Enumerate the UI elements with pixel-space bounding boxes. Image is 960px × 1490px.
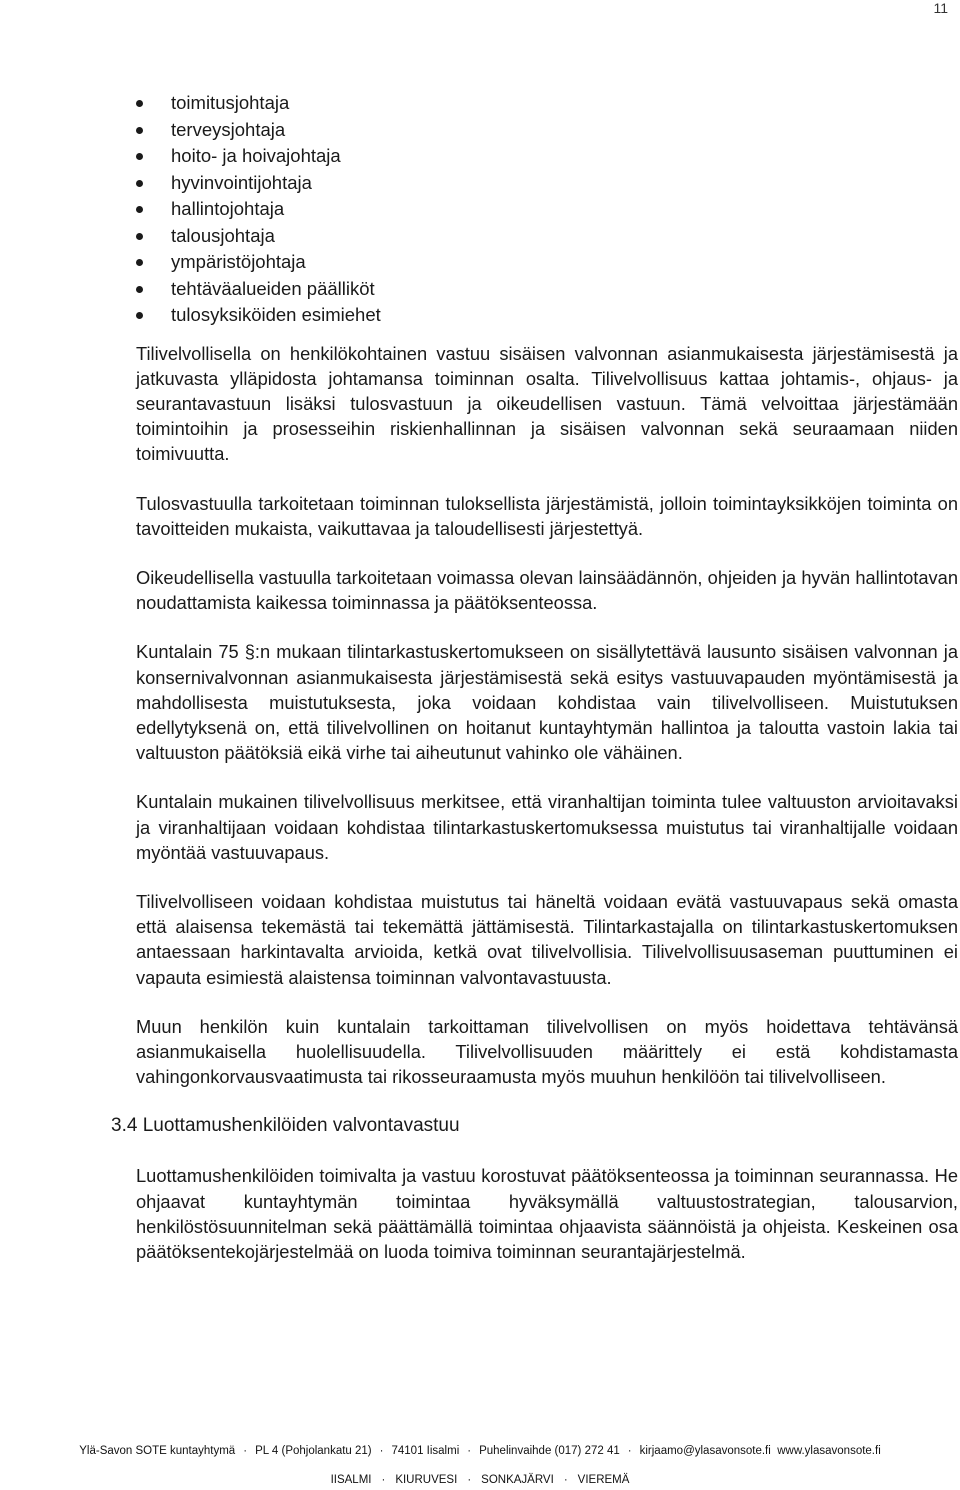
list-item: talousjohtaja (136, 223, 958, 250)
list-item: terveysjohtaja (136, 117, 958, 144)
list-item: hoito- ja hoivajohtaja (136, 143, 958, 170)
paragraph-municipal-act-75: Kuntalain 75 §:n mukaan tilintarkastuskertomukseen on sisällytettävä lausunto sisäisen valvonnan ja konsernivalvonnan asianmukaisesta järjestämisestä sekä esitys vastuuvapauden myöntämisestä ja mahdollisesta muistutuksesta, joka voidaan kohdistaa vain tilivelvolliseen. Muistutuksen edellytyksenä on, että tilivelvollinen on hoitanut kuntayhtymän hallintoa ja taloutta vastoin lakia tai valtuuston päätöksiä eikä virhe tai aiheutunut vahinko ole vähäinen. (136, 641, 958, 764)
footer-town: SONKAJÄRVI (481, 1474, 554, 1486)
footer-web[interactable]: www.ylasavonsote.fi (777, 1445, 881, 1457)
document-body (111, 90, 958, 1264)
footer-town: VIEREMÄ (577, 1474, 630, 1486)
paragraph-trustees: Luottamushenkilöiden toimivalta ja vastuu korostuvat päätöksenteossa ja toiminnan seurannassa. He ohjaavat kuntayhtymän toimintaa hyväksymällä valtuustostrategian, talousarvion, henkilöstösuunnitelman sekä päättämällä toimintaa ohjaavista säännöistä ja ohjeista. Keskeinen osa päätöksentekojärjestelmää on luoda toimiva toiminnan seurantajärjestelmä. (136, 1165, 958, 1262)
list-item: tulosyksiköiden esimiehet (136, 302, 958, 329)
paragraph-other-persons: Muun henkilön kuin kuntalain tarkoittaman tilivelvollisen on myös hoidettava tehtävänsä asianmukaisella huolellisuudella. Tilivelvollisuuden määrittely ei estä kohdistamasta vahingonkorvausvaatimusta tai rikosseuraamusta myös muuhun henkilöön tai tilivelvolliseen. (136, 1015, 958, 1088)
footer-town: IISALMI (330, 1474, 372, 1486)
paragraph-reprimand: Tilivelvolliseen voidaan kohdistaa muistutus tai häneltä voidaan evätä vastuuvapaus sekä omasta että alaisensa tekemästä tai tekemättä jättämisestä. Tilintarkastajalla on tilintarkastuskertomuksen antaessaan harkintavalta arvioida, ketkä ovat tilivelvollisia. Tilivelvollisuusaseman puuttuminen ei vapauta esimiestä alaistensa toiminnan valvontavastuusta. (136, 890, 958, 988)
paragraph-result-responsibility: Tulosvastuulla tarkoitetaan toiminnan tuloksellista järjestämistä, jolloin toimintayksikköjen toiminta on tavoitteiden mukaista, vaikuttavaa ja taloudellisesti järjestettyä. (136, 492, 958, 539)
footer-org: Ylä-Savon SOTE kuntayhtymä (79, 1445, 236, 1457)
section-heading: 3.4 Luottamushenkilöiden valvontavastuu (111, 1115, 460, 1137)
footer-address: PL 4 (Pohjolankatu 21) (255, 1445, 372, 1457)
list-item: ympäristöjohtaja (136, 249, 958, 276)
footer-email[interactable]: kirjaamo@ylasavonsote.fi (639, 1445, 771, 1457)
paragraph-accountability: Tilivelvollisella on henkilökohtainen vastuu sisäisen valvonnan asianmukaisesta järjestämisestä ja jatkuvasta ylläpidosta johtamansa toiminnan osalta. Tilivelvollisuus kattaa johtamis-, ohjaus- ja seurantavastuun lisäksi tulosvastuun ja oikeudellisen vastuun. Tämä velvoittaa järjestämään toimintoihin ja prosesseihin riskienhallinnan ja sisäisen valvonnan sekä seuraamaan niiden toimivuutta. (136, 342, 958, 465)
list-item: tehtäväalueiden päälliköt (136, 276, 958, 303)
paragraph-legal-responsibility: Oikeudellisella vastuulla tarkoitetaan voimassa olevan lainsäädännön, ohjeiden ja hyvän hallintotavan noudattamista kaikessa toiminnassa ja päätöksenteossa. (136, 566, 958, 614)
paragraph-officeholder: Kuntalain mukainen tilivelvollisuus merkitsee, että viranhaltijan toiminta tulee valtuuston arvioitavaksi ja viranhaltijaan voidaan kohdistaa tilintarkastuskertomuksessa muistutus tai viranhaltijalle voidaan myöntää vastuuvapaus. (136, 791, 958, 863)
list-item: hallintojohtaja (136, 196, 958, 223)
list-item: toimitusjohtaja (136, 90, 958, 117)
footer-towns: IISALMI · KIURUVESI · SONKAJÄRVI · VIEREMÄ (330, 1474, 630, 1486)
footer-town: KIURUVESI (395, 1474, 458, 1486)
footer-postal: 74101 Iisalmi (391, 1445, 460, 1457)
footer-phone: Puhelinvaihde (017) 272 41 (479, 1445, 620, 1457)
list-item: hyvinvointijohtaja (136, 170, 958, 197)
role-list (136, 90, 958, 329)
footer-contact: Ylä-Savon SOTE kuntayhtymä · PL 4 (Pohjolankatu 21) · 74101 Iisalmi · Puhelinvaihde (017) 272 41 · kirjaamo@ylasavonsote.fi www.ylasavonsote.fi (79, 1445, 881, 1457)
page-number: 11 (933, 0, 948, 16)
